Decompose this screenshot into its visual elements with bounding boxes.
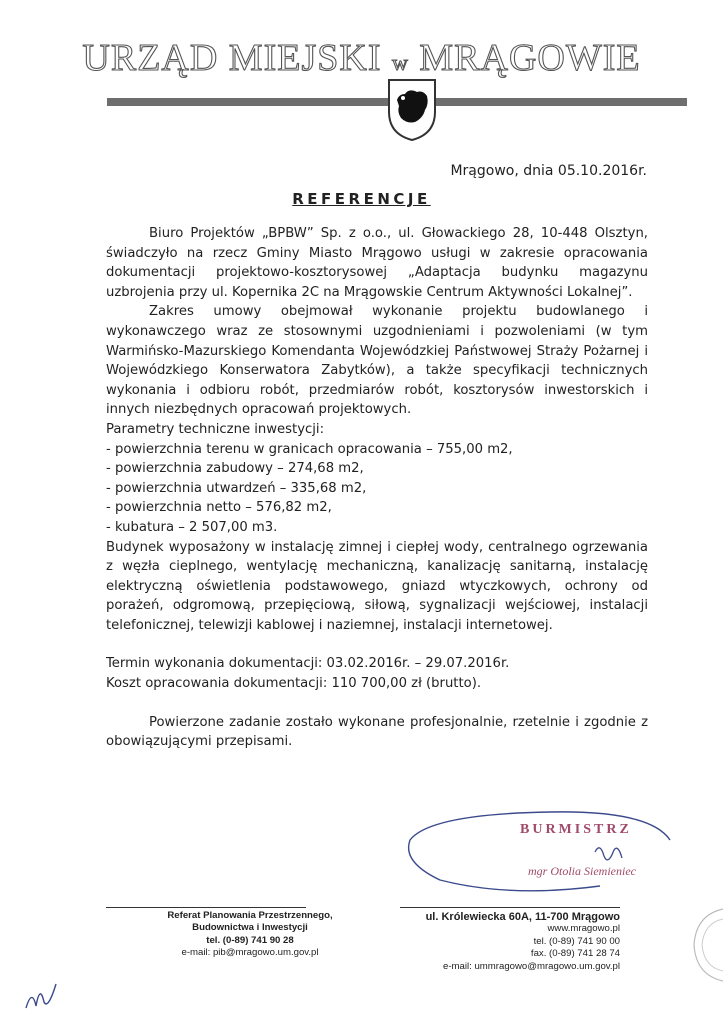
paragraph-1: Biuro Projektów „BPBW” Sp. z o.o., ul. Głowackiego 28, 10-448 Olsztyn, świadczyło na rzecz Gminy Miasto Mrągowo usługi w zakresie opracowania dokumentacji projektowo-kosztorysowej „Adaptacja budynku magazynu uzbrojenia przy ul. Kopernika 2C na Mrągowskie Centrum Aktywności Lokalnej”.	[106, 226, 648, 300]
letterhead-title	[0, 36, 723, 80]
footer-left-line: Budownictwa i Inwestycji	[192, 922, 308, 934]
footer-right-line: fax. (0-89) 741 28 74	[530, 948, 620, 960]
footer-right-line: www.mragowo.pl	[547, 923, 620, 935]
seal-icon	[690, 905, 723, 985]
footer-department	[130, 910, 370, 960]
coat-of-arms-icon	[387, 78, 437, 142]
footer-divider	[106, 907, 306, 908]
footer-left-line: tel. (0-89) 741 90 28	[206, 934, 294, 946]
letterhead-title-part1: URZĄD MIEJSKI	[82, 37, 382, 79]
initials-icon	[22, 978, 62, 1014]
paragraph-3: Budynek wyposażony w instalację zimnej i ciepłej wody, centralnego ogrzewania z węzła cieplnego, wentylację mechaniczną, kanalizację sanitarną, instalację elektryczną oświetlenia podstawowego, gniazd wtyczkowych, ochrony od porażeń, odgromową, przepięciową, siłową, sygnalizacji wejściowej, instalacji telefonicznej, telewizji kablowej i naziemnej, instalacji internetowej.	[106, 539, 648, 633]
footer-right-line: tel. (0-89) 741 90 00	[533, 935, 620, 947]
term-line: Termin wykonania dokumentacji: 03.02.2016r. – 29.07.2016r.	[106, 656, 510, 672]
document-title: REFERENCJE	[292, 190, 431, 208]
param-item: - kubatura – 2 507,00 m3.	[106, 519, 278, 535]
footer-address: ul. Królewiecka 60A, 11-700 Mrągowo	[425, 911, 620, 923]
stamp-name: mgr Otolia Siemieniec	[528, 864, 636, 878]
stamp-title: BURMISTRZ	[520, 822, 632, 837]
footer-right-line: e-mail: ummragowo@mragowo.um.gov.pl	[443, 960, 620, 972]
letter-body	[106, 224, 648, 752]
param-item: - powierzchnia utwardzeń – 335,68 m2,	[106, 480, 367, 496]
param-item: - powierzchnia zabudowy – 274,68 m2,	[106, 461, 364, 477]
date-line: Mrągowo, dnia 05.10.2016r.	[450, 163, 647, 179]
params-heading: Parametry techniczne inwestycji:	[106, 421, 325, 437]
cost-line: Koszt opracowania dokumentacji: 110 700,00 zł (brutto).	[106, 676, 482, 692]
paragraph-2: Zakres umowy obejmował wykonanie projektu budowlanego i wykonawczego wraz ze stosownymi uzgodnieniami i pozwoleniami (w tym Warmińsko-Mazurskiego Komendanta Wojewódzkiej Państwowej Straży Pożarnej i Wojewódzkiego Konserwatora Zabytków), a także specyfikacji technicznych wykonania i odbioru robót, przedmiarów robót, kosztorysów inwestorskich i innych niezbędnych opracowań projektowych.	[106, 304, 648, 418]
letterhead-title-small: w	[391, 50, 409, 75]
footer-left-line: Referat Planowania Przestrzennego,	[167, 910, 333, 921]
spacer	[106, 635, 648, 654]
signature-icon	[400, 800, 680, 900]
param-item: - powierzchnia terenu w granicach opracowania – 755,00 m2,	[106, 441, 513, 457]
footer-divider	[400, 907, 620, 908]
footer-office	[395, 911, 620, 973]
spacer	[106, 694, 648, 713]
closing-paragraph: Powierzone zadanie zostało wykonane profesjonalnie, rzetelnie i zgodnie z obowiązującymi przepisami.	[106, 714, 648, 750]
param-item: - powierzchnia netto – 576,82 m2,	[106, 500, 332, 516]
footer-left-line: e-mail: pib@mragowo.um.gov.pl	[181, 947, 319, 959]
letterhead-title-part2: MRĄGOWIE	[419, 37, 641, 79]
